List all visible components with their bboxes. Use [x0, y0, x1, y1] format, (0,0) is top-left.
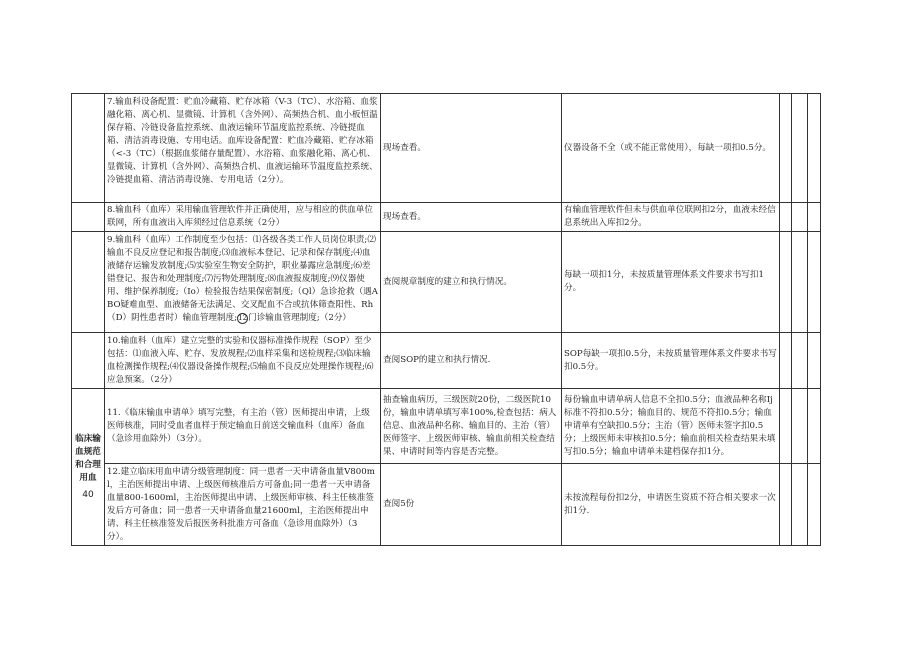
circled-number: 12	[238, 314, 248, 322]
deduction-cell: 每缺一项扣1分，未按质量管理体系文件要求书写扣1分。	[562, 232, 780, 333]
score-cell	[792, 333, 808, 389]
category-cell-empty	[72, 94, 105, 203]
score-cell	[792, 464, 808, 546]
score-cell	[780, 232, 792, 333]
table-row	[72, 389, 821, 464]
standard-cell: 12.建立临床用血申请分级管理制度：同一患者一天申请备血量V800ml，主治医师提出申请、上级医师核准后方可备血;同一患者一天申请备血量800-1600ml，主治医师提出申请、上级医师审核、科主任核准签发后方可备血；同一患者一天申请备血量21600ml，主治医师提出申请、科主任核准签发后报医务科批准方可备血（急诊用血除外）（3分）。	[105, 464, 381, 546]
score-cell	[792, 94, 808, 203]
table-row	[72, 464, 821, 546]
standard-cell	[105, 232, 381, 333]
category-cell-empty	[72, 203, 105, 232]
score-cell	[792, 203, 808, 232]
score-cell	[780, 203, 792, 232]
deduction-cell: 有输血管理软件但未与供血单位联网扣2分，血液未经信息系统出入库扣2分。	[562, 203, 780, 232]
score-cell	[808, 333, 821, 389]
score-cell	[792, 232, 808, 333]
score-cell	[808, 232, 821, 333]
deduction-cell: SOP每缺一项扣0.5分，未按质量管理体系文件要求书写扣0.5分。	[562, 333, 780, 389]
category-cell-empty	[72, 333, 105, 389]
category-score: 40	[82, 489, 94, 500]
standard-text-tail: 门诊输血管理制度;（2分）	[248, 313, 352, 323]
method-cell: 现场查看。	[381, 203, 562, 232]
score-cell	[780, 464, 792, 546]
score-cell	[780, 333, 792, 389]
standard-cell: 7.输血科设备配置：贮血冷藏箱、贮存冰箱（V-3（TC）、水浴箱、血浆融化箱、离心机、显微镜、计算机（含外网）、高频热合机、血小板恒温保存箱、冷链设备监控系统、血液运输环节温度监控系统、冷链提血箱、清洁消毒设施、专用电话。血库设备配置：贮血冷藏箱、贮存冰箱（<-3（TC）（根据血浆储存量配置）、水浴箱、血浆融化箱、离心机、显微镜、计算机（含外网）、高频热合机、血液运输环节温度监控系统、冷链提血箱、清洁消毒设施、专用电话（2分）。	[105, 94, 381, 203]
evaluation-table	[71, 93, 821, 546]
score-cell	[808, 203, 821, 232]
score-cell	[792, 389, 808, 464]
score-cell	[808, 464, 821, 546]
standard-cell: 10.输血科（血库）建立完整的实验和仪器标准操作规程（SOP）至少包括：⑴血液入库、贮存、发放规程;⑵血样采集和送检规程;⑶临床输血检测操作规程;⑷仪器设备操作规程;⑸输血不良反应处理操作规程;⑹应急预案。（2分）	[105, 333, 381, 389]
standard-cell: 8.输血科（血库）采用输血管理软件并正确使用，应与相应的供血单位联网，所有血液出入库须经过信息系统（2分）	[105, 203, 381, 232]
standard-cell: 11.《临床输血申请单》填写完整，有主治（管）医师提出申请，上级医师核准，同时受血者血样于预定输血日前送交输血科（血库）备血（急诊用血除外）（3分）。	[105, 389, 381, 464]
table-row	[72, 333, 821, 389]
table-row	[72, 203, 821, 232]
standard-text: 9.输血科（血库）工作制度至少包括：⑴各级各类工作人员岗位职责;⑵输血不良反应登记和报告制度;⑶血液标本登记、记录和保存制度;⑷血液储存运输发放制度;⑸实验室生物安全防护，职业暴露应急制度;⑹差错登记、报告和处理制度;⑺污物处理制度;⑻血液报废制度;⑼仪器使用、维护保养制度;（Io）检验报告结果保密制度;（Ql）急诊抢救（遇ABO疑难血型、血液储备无法满足、交叉配血不合或抗体筛查阳性、Rh（D）阴性患者时）输血管理制度;	[107, 235, 378, 323]
method-cell: 查阅规章制度的建立和执行情况。	[381, 232, 562, 333]
table-row	[72, 94, 821, 203]
method-cell: 查阅SOP的建立和执行情况.	[381, 333, 562, 389]
category-cell	[72, 389, 105, 546]
score-cell	[808, 389, 821, 464]
method-cell: 查阅5份	[381, 464, 562, 546]
score-cell	[808, 94, 821, 203]
deduction-cell: 仪器设备不全（或不能正常使用），每缺一项扣0.5分。	[562, 94, 780, 203]
score-cell	[780, 94, 792, 203]
category-name: 临床输血规范和合理用血	[75, 433, 101, 483]
score-cell	[780, 389, 792, 464]
category-cell-empty	[72, 232, 105, 333]
method-cell: 抽查输血病历，三级医院20份，二级医院10份，输血申请单填写率100%,检查包括：病人信息、血液品种名称、输血目的、主治（管）医师签字、上级医师审核、输血前相关检查结果、申请时间等内容是否完整。	[381, 389, 562, 464]
deduction-cell: 每份输血申请单病人信息不全扣0.5分；血液品种名称Ij标准不符扣0.5分；输血目的、规范不符扣0.5分；输血申请单有空缺扣0.5分；主治（管）医师未签字扣0.5分；上级医师未审核扣0.5分；输血前相关检查结果未填写扣0.5分；输血申请单未建档保存扣1分。	[562, 389, 780, 464]
deduction-cell: 未按流程每份扣2分，申请医生资质不符合相关要求一次扣1分.	[562, 464, 780, 546]
table-row	[72, 232, 821, 333]
method-cell: 现场查看。	[381, 94, 562, 203]
